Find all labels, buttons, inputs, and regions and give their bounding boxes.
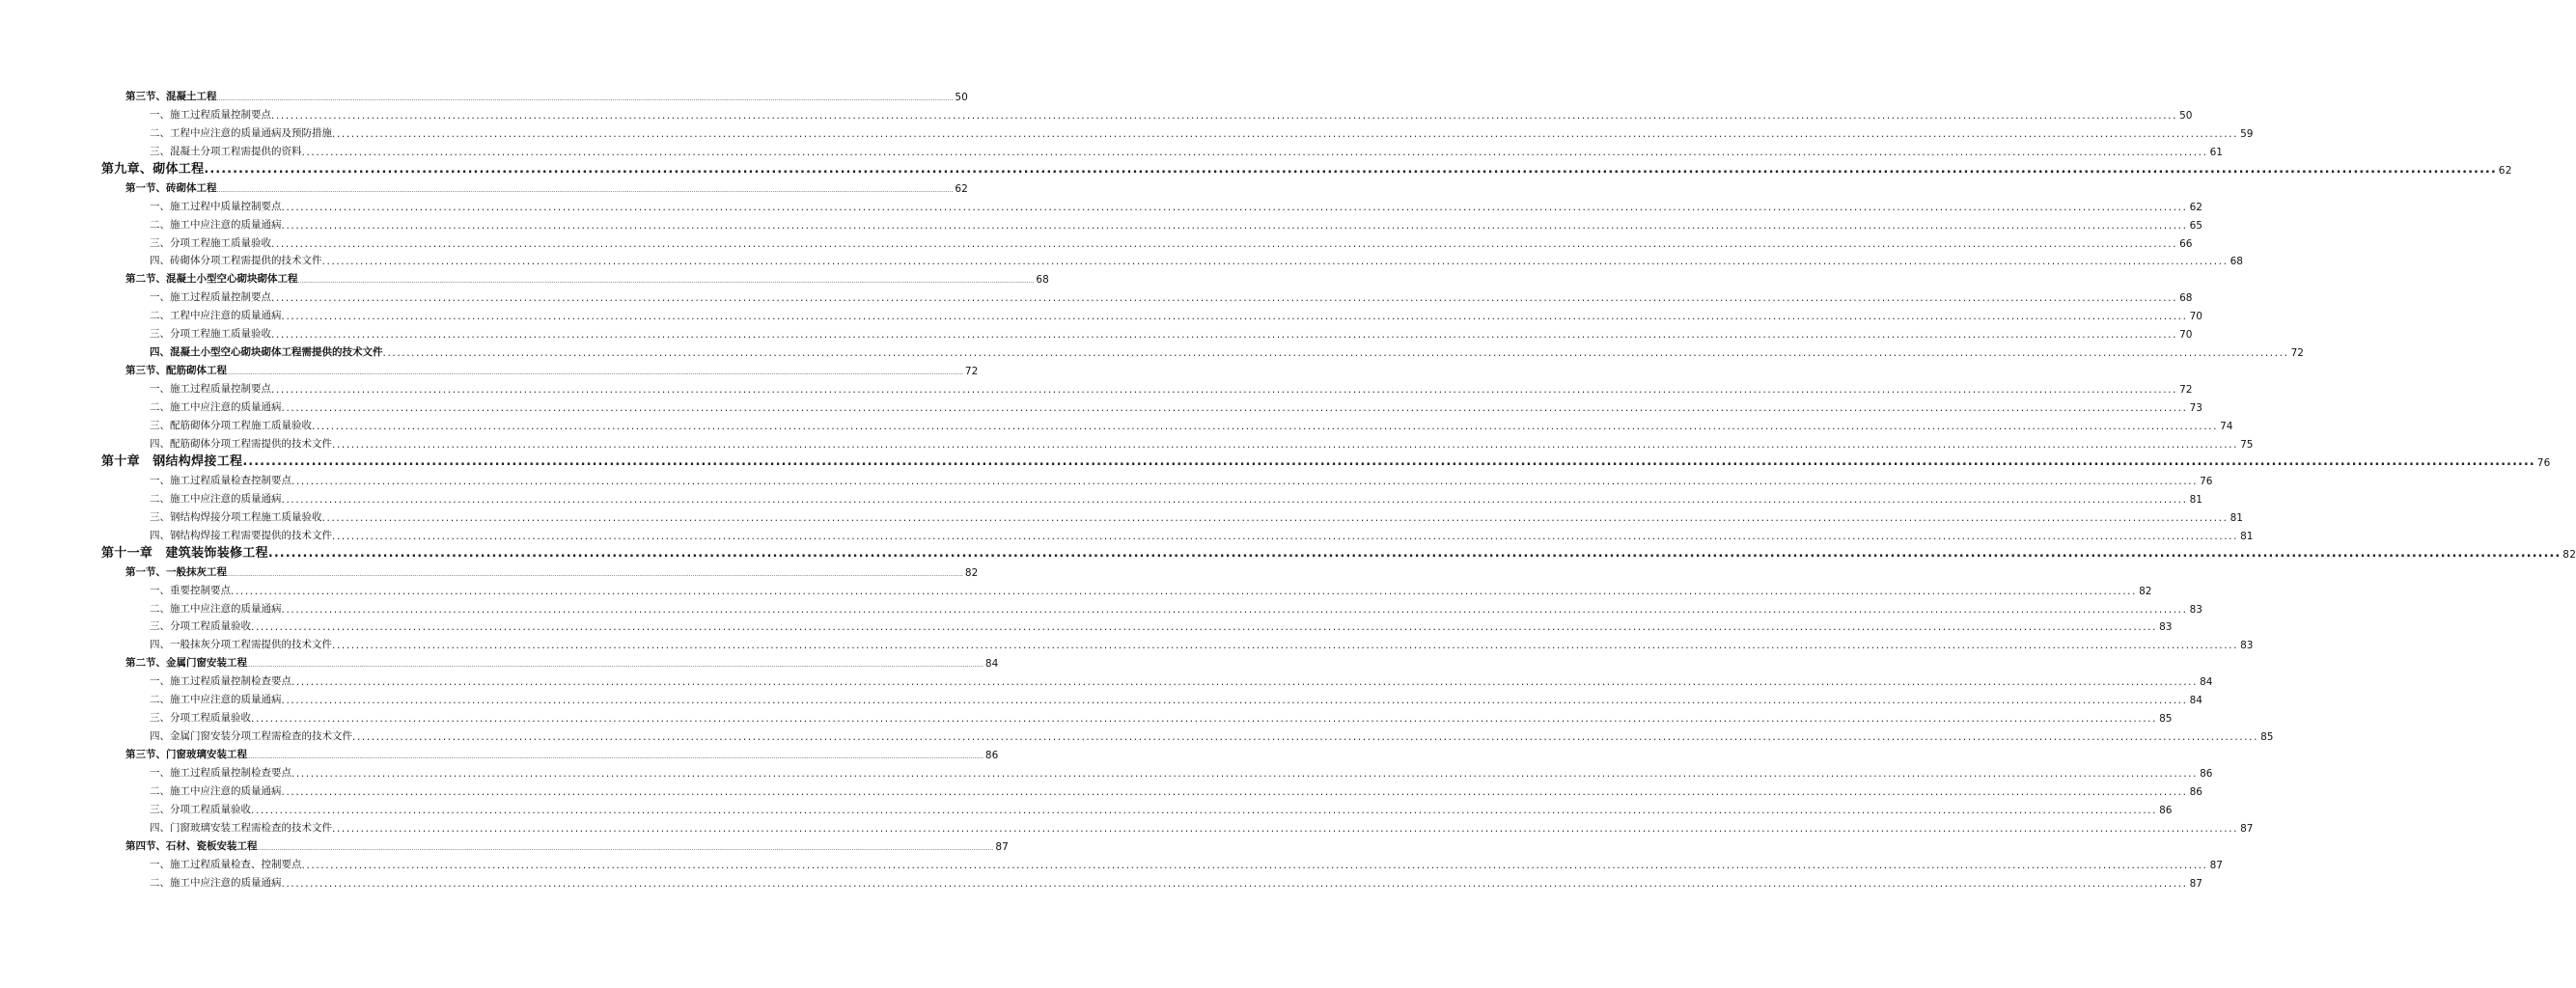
toc-entry: [150, 396, 2202, 415]
toc-dot-leader: ................................................................................................................................................................................................................................................................................................................................................................................................................: [271, 329, 2178, 342]
toc-dot-leader: ................................................................................................................................................................................................................................................................................................................................................................................................................: [204, 161, 2497, 177]
toc-entry-page: 76: [2536, 456, 2551, 469]
toc-entry: [150, 579, 2152, 597]
toc-dot-leader: ................................................................................................................................................................................................................................................................................................................................................................................................................: [301, 146, 2208, 158]
toc-dot-leader: ................................................................................................................................................................................................................................................................................................................................................................................................................: [271, 237, 2178, 250]
toc-entry-title: 三、配筋砌体分项工程施工质量验收: [150, 420, 312, 432]
toc-entry-page: 86: [2159, 804, 2173, 816]
toc-dot-leader: ................................................................................................................................................................................................................................................................................................................................................................................................................: [271, 292, 2178, 305]
toc-entry-title: 二、施工中应注意的质量通病: [150, 218, 282, 231]
toc-entry-page: 70: [2189, 311, 2202, 323]
toc-entry-page: 68: [2179, 292, 2193, 305]
toc-entry: [150, 304, 2202, 323]
toc-dot-leader: ................................................................................................................................................................................................................................................................................................................................................................................................................: [332, 822, 2239, 835]
toc-entry: [150, 761, 2213, 781]
toc-entry-page: 87: [2189, 877, 2202, 890]
toc-entry-title: 一、施工过程中质量控制要点: [150, 200, 282, 212]
toc-dot-leader: ................................................................................................................................................................................................................................................................................................................................................................................................................: [251, 621, 2158, 634]
toc-entry-page: 72: [2179, 384, 2193, 397]
toc-dot-leader: ................................................................................................................................................................................................................................................................................................................................................................................................................: [301, 859, 2208, 871]
toc-dot-leader: ................................................................................................................................................................................................................................................................................................................................................................................................................: [291, 475, 2199, 487]
toc-entry-title: 四、金属门窗安装分项工程需检查的技术文件: [150, 730, 352, 743]
toc-entry-page: 72: [964, 366, 979, 378]
toc-entry-title: 第三节、配筋砌体工程: [125, 365, 227, 377]
toc-entry-title: 第十一章 建筑装饰装修工程: [101, 545, 268, 561]
toc-dot-leader: ................................................................................................................................................................................................................................................................................................................................................................................................................: [281, 219, 2188, 232]
toc-entry-title: 一、施工过程质量检查、控制要点: [150, 858, 302, 870]
toc-dot-leader: ................................................................................................................................................................................................................................................................................................................................................................................................................: [271, 109, 2178, 122]
toc-entry: [150, 798, 2173, 816]
toc-entry: [150, 322, 2193, 342]
toc-dot-leader: ................................................................................................................................................................................................................................................................................................................................................................................................................: [321, 256, 2229, 268]
toc-dot-leader: ................................................................................................................................................................................................................................................................................................................................................................................................................: [281, 311, 2188, 323]
toc-entry-page: 62: [2498, 164, 2512, 177]
toc-entry-page: 87: [2209, 859, 2223, 871]
toc-entry-page: 87: [2240, 822, 2254, 835]
toc-entry-title: 三、分项工程施工质量验收: [150, 236, 271, 249]
toc-dot-leader: ................................................................................................................................................................................................................................................................................................................................................................................................................: [216, 95, 954, 102]
toc-dot-leader: ................................................................................................................................................................................................................................................................................................................................................................................................................: [267, 545, 2562, 561]
toc-entry-title: 四、钢结构焊接工程需要提供的技术文件: [150, 529, 332, 541]
toc-entry-title: 二、施工中应注意的质量通病: [150, 785, 282, 798]
toc-entry: [125, 268, 1049, 287]
toc-dot-leader: ................................................................................................................................................................................................................................................................................................................................................................................................................: [227, 370, 963, 377]
toc-entry-page: 83: [2189, 603, 2202, 616]
toc-dot-leader: ................................................................................................................................................................................................................................................................................................................................................................................................................: [251, 804, 2158, 816]
toc-entry-title: 一、施工过程质量控制要点: [150, 383, 271, 396]
toc-entry-page: 84: [2200, 676, 2213, 689]
toc-entry-page: 86: [2189, 786, 2202, 799]
toc-entry: [150, 195, 2202, 213]
toc-entry: [150, 341, 2304, 360]
toc-entry-title: 第二节、金属门窗安装工程: [125, 657, 247, 670]
toc-dot-leader: ................................................................................................................................................................................................................................................................................................................................................................................................................: [291, 768, 2199, 781]
toc-entry-title: 第四节、石材、瓷板安装工程: [125, 839, 258, 852]
toc-dot-leader: ................................................................................................................................................................................................................................................................................................................................................................................................................: [297, 278, 1035, 286]
toc-entry: [150, 232, 2193, 250]
toc-entry-page: 62: [955, 182, 968, 195]
toc-entry-page: 75: [2240, 438, 2254, 451]
toc-dot-leader: ................................................................................................................................................................................................................................................................................................................................................................................................................: [227, 570, 963, 578]
toc-entry: [125, 561, 979, 579]
toc-dot-leader: ................................................................................................................................................................................................................................................................................................................................................................................................................: [321, 511, 2229, 524]
toc-entry-page: 85: [2260, 731, 2274, 744]
toc-entry: [150, 377, 2193, 397]
toc-entry-page: 83: [2240, 640, 2254, 652]
toc-entry-page: 65: [2189, 219, 2202, 232]
toc-entry-title: 二、施工中应注意的质量通病: [150, 876, 282, 889]
toc-entry: [150, 616, 2173, 634]
toc-entry-page: 70: [2179, 329, 2193, 342]
toc-entry-page: 74: [2220, 421, 2233, 433]
toc-entry-page: 59: [2240, 127, 2254, 140]
toc-entry: [101, 158, 2512, 177]
toc-entry-title: 一、施工过程质量控制检查要点: [150, 675, 291, 688]
toc-entry-page: 86: [2200, 768, 2213, 781]
toc-entry-page: 84: [984, 658, 999, 671]
toc-entry: [101, 451, 2551, 469]
toc-entry-title: 二、工程中应注意的质量通病: [150, 310, 282, 322]
toc-entry-page: 76: [2200, 475, 2213, 487]
toc-entry-title: 第二节、混凝土小型空心砌块砌体工程: [125, 273, 298, 286]
toc-dot-leader: ................................................................................................................................................................................................................................................................................................................................................................................................................: [291, 676, 2199, 689]
toc-entry-page: 68: [1036, 274, 1049, 287]
toc-entry-title: 第九章、砌体工程: [101, 161, 205, 177]
toc-entry: [150, 122, 2254, 140]
toc-entry-title: 二、工程中应注意的质量通病及预防措施: [150, 126, 332, 139]
toc-dot-leader: ................................................................................................................................................................................................................................................................................................................................................................................................................: [332, 530, 2239, 542]
toc-entry-title: 二、施工中应注意的质量通病: [150, 492, 282, 505]
toc-entry: [150, 816, 2254, 835]
toc-entry-title: 四、一般抹灰分项工程需提供的技术文件: [150, 639, 332, 651]
toc-entry: [150, 286, 2193, 305]
toc-entry-page: 82: [2562, 548, 2576, 561]
toc-entry: [125, 651, 999, 671]
toc-dot-leader: ................................................................................................................................................................................................................................................................................................................................................................................................................: [281, 402, 2188, 415]
toc-entry: [150, 140, 2223, 158]
toc-entry: [150, 103, 2193, 122]
toc-entry-title: 第三节、门窗玻璃安装工程: [125, 749, 247, 761]
toc-entry: [150, 250, 2243, 268]
toc-dot-leader: ................................................................................................................................................................................................................................................................................................................................................................................................................: [247, 754, 983, 761]
toc-entry-title: 三、分项工程质量验收: [150, 620, 251, 633]
toc-dot-leader: ................................................................................................................................................................................................................................................................................................................................................................................................................: [332, 127, 2239, 140]
toc-entry: [125, 359, 979, 378]
toc-entry-title: 三、分项工程施工质量验收: [150, 328, 271, 341]
toc-entry-title: 第十章 钢结构焊接工程: [101, 453, 243, 469]
toc-entry-page: 84: [2189, 695, 2202, 707]
toc-dot-leader: ................................................................................................................................................................................................................................................................................................................................................................................................................: [281, 201, 2188, 213]
toc-entry: [125, 85, 968, 103]
toc-entry: [150, 524, 2254, 542]
toc-dot-leader: ................................................................................................................................................................................................................................................................................................................................................................................................................: [281, 603, 2188, 616]
toc-dot-leader: ................................................................................................................................................................................................................................................................................................................................................................................................................: [281, 877, 2188, 890]
toc-dot-leader: ................................................................................................................................................................................................................................................................................................................................................................................................................: [312, 421, 2219, 433]
toc-entry: [125, 177, 968, 195]
toc-entry-title: 四、门窗玻璃安装工程需检查的技术文件: [150, 821, 332, 834]
toc-entry-page: 83: [2159, 621, 2173, 634]
toc-entry-title: 三、分项工程质量验收: [150, 803, 251, 815]
toc-entry: [150, 506, 2243, 524]
toc-entry-page: 81: [2240, 530, 2254, 542]
toc-dot-leader: ................................................................................................................................................................................................................................................................................................................................................................................................................: [257, 844, 994, 852]
toc-dot-leader: ................................................................................................................................................................................................................................................................................................................................................................................................................: [332, 640, 2239, 652]
toc-entry-title: 四、砖砌体分项工程需提供的技术文件: [150, 255, 322, 267]
toc-entry-title: 三、混凝土分项工程需提供的资料: [150, 145, 302, 157]
toc-dot-leader: ................................................................................................................................................................................................................................................................................................................................................................................................................: [281, 786, 2188, 799]
toc-entry-title: 一、施工过程质量控制要点: [150, 291, 271, 304]
toc-entry: [150, 688, 2202, 707]
toc-entry: [150, 725, 2274, 744]
toc-entry-page: 87: [995, 840, 1009, 853]
toc-entry-page: 85: [2159, 713, 2173, 726]
toc-dot-leader: ................................................................................................................................................................................................................................................................................................................................................................................................................: [247, 662, 983, 670]
toc-entry-page: 62: [2189, 201, 2202, 213]
toc-entry: [150, 634, 2254, 652]
toc-entry-page: 82: [964, 566, 979, 579]
toc-entry: [150, 432, 2254, 451]
toc-entry: [150, 469, 2213, 487]
toc-entry-title: 第一节、砖砌体工程: [125, 181, 217, 194]
toc-dot-leader: ................................................................................................................................................................................................................................................................................................................................................................................................................: [216, 186, 954, 194]
toc-entry: [150, 487, 2202, 506]
toc-dot-leader: ................................................................................................................................................................................................................................................................................................................................................................................................................: [251, 713, 2158, 726]
toc-entry: [150, 597, 2202, 616]
toc-entry-page: 68: [2230, 256, 2243, 268]
toc-dot-leader: ................................................................................................................................................................................................................................................................................................................................................................................................................: [352, 731, 2259, 744]
toc-entry: [150, 670, 2213, 689]
toc-entry-title: 三、分项工程质量验收: [150, 712, 251, 725]
toc-entry-title: 四、配筋砌体分项工程需提供的技术文件: [150, 437, 332, 450]
toc-entry-page: 66: [2179, 237, 2193, 250]
toc-entry: [150, 414, 2233, 433]
toc-entry: [150, 213, 2202, 232]
toc-entry: [150, 871, 2202, 890]
toc-entry: [125, 743, 999, 762]
toc-entry: [125, 835, 1009, 853]
toc-entry-page: 50: [955, 91, 968, 103]
toc-entry-title: 第三节、混凝土工程: [125, 90, 217, 102]
toc-entry-page: 50: [2179, 109, 2193, 122]
toc-entry: [101, 542, 2576, 561]
toc-entry-title: 一、施工过程质量控制检查要点: [150, 767, 291, 780]
toc-entry-title: 二、施工中应注意的质量通病: [150, 401, 282, 414]
toc-entry: [150, 706, 2173, 726]
toc-entry-title: 第一节、一般抹灰工程: [125, 565, 227, 578]
toc-entry-title: 一、施工过程质量控制要点: [150, 108, 271, 121]
toc-entry-title: 一、施工过程质量检查控制要点: [150, 474, 291, 486]
toc-entry-page: 86: [984, 750, 999, 762]
toc-dot-leader: ................................................................................................................................................................................................................................................................................................................................................................................................................: [332, 438, 2239, 451]
toc-entry-page: 81: [2189, 493, 2202, 506]
toc-entry-page: 81: [2230, 511, 2243, 524]
toc-dot-leader: ................................................................................................................................................................................................................................................................................................................................................................................................................: [271, 384, 2178, 397]
toc-entry: [150, 780, 2202, 799]
toc-entry-title: 二、施工中应注意的质量通病: [150, 602, 282, 615]
toc-dot-leader: ................................................................................................................................................................................................................................................................................................................................................................................................................: [242, 453, 2535, 469]
toc-entry-title: 一、重要控制要点: [150, 584, 231, 596]
toc-entry-title: 三、钢结构焊接分项工程施工质量验收: [150, 510, 322, 523]
toc-dot-leader: ................................................................................................................................................................................................................................................................................................................................................................................................................: [231, 585, 2138, 597]
toc-dot-leader: ................................................................................................................................................................................................................................................................................................................................................................................................................: [281, 493, 2188, 506]
toc-entry: [150, 853, 2223, 871]
toc-entry-page: 72: [2290, 347, 2304, 360]
toc-entry-page: 73: [2189, 402, 2202, 415]
toc-entry-title: 四、混凝土小型空心砌块砌体工程需提供的技术文件: [150, 346, 383, 359]
toc-entry-page: 61: [2209, 146, 2223, 158]
toc-entry-title: 二、施工中应注意的质量通病: [150, 694, 282, 706]
toc-dot-leader: ................................................................................................................................................................................................................................................................................................................................................................................................................: [281, 695, 2188, 707]
toc-entry-page: 82: [2139, 585, 2152, 597]
toc-dot-leader: ................................................................................................................................................................................................................................................................................................................................................................................................................: [382, 347, 2289, 360]
